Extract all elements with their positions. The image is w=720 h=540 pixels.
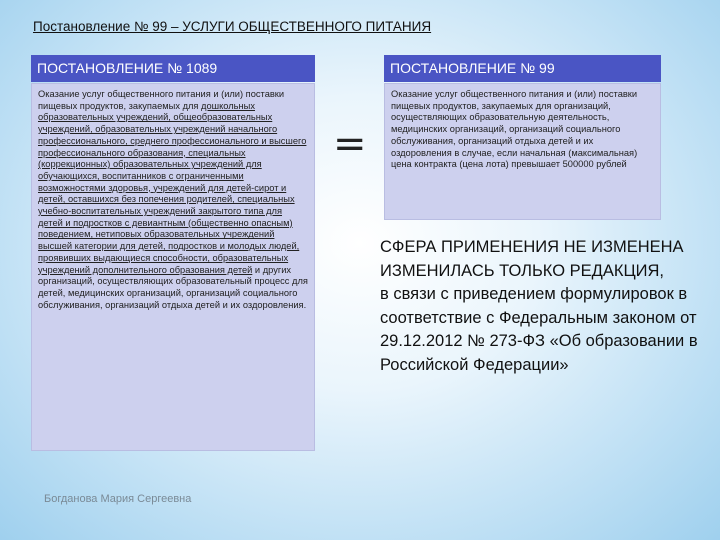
left-text-underlined: дошкольных образовательных учреждений, общеобразовательных учреждений, образовательных учреждений начального профессионального, среднего профессионального и высшего профессионального образования, специальных (коррекционных) образовательных учреждений для обучающихся, воспитанников с ограниченными возможностями здоровья, учреждений для детей-сирот и детей, оставшихся без попечения родителей, специальных учебно-воспитательных учреждений закрытого типа для детей и подростков с девиантным (общественно опасным) поведением, нетиповых образовательных учреждений высшей категории для детей, подростков и молодых людей, проявивших выдающиеся способности, образовательных учреждений дополнительного образования детей — [38, 100, 307, 275]
right-box-body — [384, 83, 661, 220]
equals-sign: = — [333, 121, 367, 167]
note-line-2: ИЗМЕНИЛАСЬ ТОЛЬКО РЕДАКЦИЯ, — [380, 261, 665, 280]
page-title: Постановление № 99 – УСЛУГИ ОБЩЕСТВЕННОГО ПИТАНИЯ — [33, 19, 432, 34]
right-box-header: ПОСТАНОВЛЕНИЕ № 99 — [384, 55, 661, 82]
left-box-body — [31, 83, 315, 451]
right-text: Оказание услуг общественного питания и (или) поставки пищевых продуктов, закупаемых для организаций, осуществляющих образовательную деятельность, медицинских организаций, организаций социального обслуживания, организаций отдыха детей и их оздоровления в случае, если начальная (максимальная) цена контракта (цена лота) превышает 500000 рублей — [391, 89, 638, 170]
left-text-after: и других организаций, осуществляющих образовательный процесс для детей, медицинских организаций, организаций социального обслуживания, организаций отдыха детей и их оздоровления. — [38, 264, 308, 310]
note-line-3: в связи с приведением формулировок в соответствие с Федеральным законом от 29.12.2012 № 273-ФЗ «Об образовании в Российской Федерации» — [380, 285, 698, 374]
author-name: Богданова Мария Сергеевна — [44, 493, 192, 505]
left-text-before: Оказание услуг общественного питания и (или) поставки пищевых продуктов, закупаемых для — [38, 89, 285, 111]
conclusion-note — [380, 236, 700, 377]
note-line-1: СФЕРА ПРИМЕНЕНИЯ НЕ ИЗМЕНЕНА — [380, 238, 684, 256]
left-box-header: ПОСТАНОВЛЕНИЕ № 1089 — [31, 55, 315, 82]
